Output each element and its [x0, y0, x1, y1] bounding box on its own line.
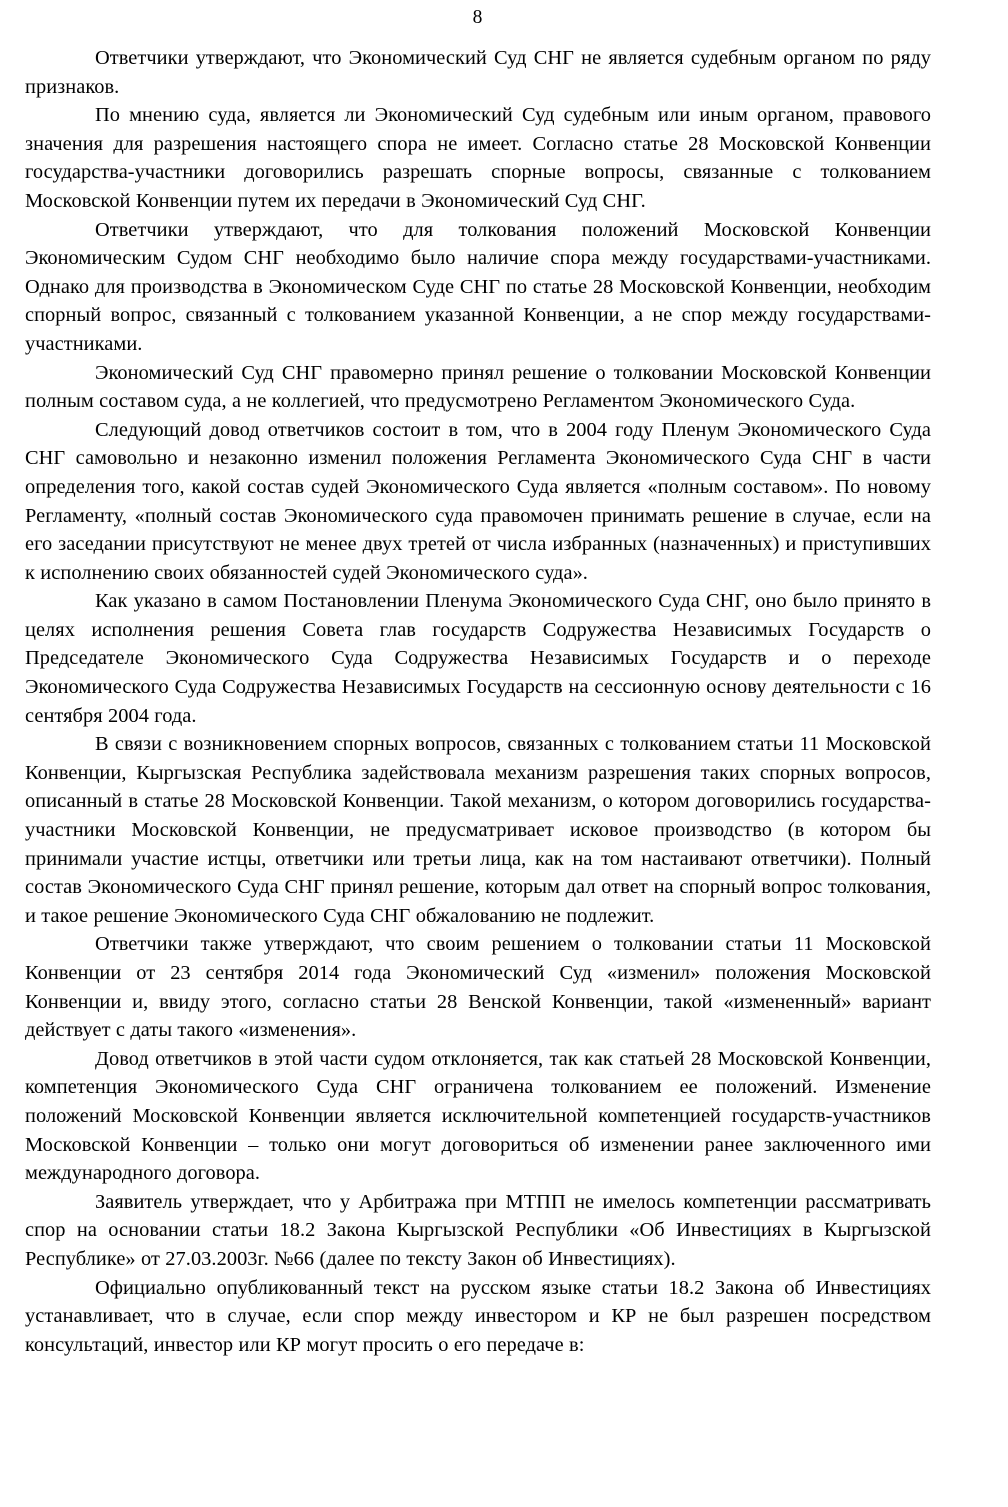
- paragraph: В связи с возникновением спорных вопросов, связанных с толкованием статьи 11 Московской Конвенции, Кыргызская Республика задействовала механизм разрешения таких спорных вопросов, описанный в статье 28 Московской Конвенции. Такой механизм, о котором договорились государства-участники Московской Конвенции, не предусматривает исковое производство (в котором бы принимали участие истцы, ответчики или третьи лица, как на том настаивают ответчики). Полный состав Экономического Суда СНГ принял решение, которым дал ответ на спорный вопрос толкования, и такое решение Экономического Суда СНГ обжалованию не подлежит.: [25, 733, 931, 927]
- page-number: 8: [472, 7, 483, 28]
- paragraph: По мнению суда, является ли Экономический Суд судебным или иным органом, правового значения для разрешения настоящего спора не имеет. Согласно статье 28 Московской Конвенции государства-участники договорились разрешать спорные вопросы, связанные с толкованием Московской Конвенции путем их передачи в Экономический Суд СНГ.: [25, 104, 931, 212]
- paragraph: Ответчики утверждают, что для толкования положений Московской Конвенции Экономическим Судом СНГ необходимо было наличие спора между государствами-участниками. Однако для производства в Экономическом Суде СНГ по статье 28 Московской Конвенции, необходим спорный вопрос, связанный с толкованием указанной Конвенции, а не спор между государствами-участниками.: [25, 218, 931, 355]
- paragraph: Экономический Суд СНГ правомерно принял решение о толковании Московской Конвенции полным составом суда, а не коллегией, что предусмотрено Регламентом Экономического Суда.: [25, 361, 931, 413]
- paragraph: Заявитель утверждает, что у Арбитража при МТПП не имелось компетенции рассматривать спор на основании статьи 18.2 Закона Кыргызской Республики «Об Инвестициях в Кыргызской Республике» от 27.03.2003г. №66 (далее по тексту Закон об Инвестициях).: [25, 1190, 931, 1270]
- paragraph: Следующий довод ответчиков состоит в том, что в 2004 году Пленум Экономического Суда СНГ самовольно и незаконно изменил положения Регламента Экономического Суда СНГ в части определения того, какой состав судей Экономического Суда является «полным составом». По новому Регламенту, «полный состав Экономического суда правомочен принимать решение в случае, если на его заседании присутствуют не менее двух третей от числа избранных (назначенных) и приступивших к исполнению своих обязанностей судей Экономического суда».: [25, 418, 931, 584]
- paragraph: Как указано в самом Постановлении Пленума Экономического Суда СНГ, оно было принято в целях исполнения решения Совета глав государств Содружества Независимых Государств о Председателе Экономического Суда Содружества Независимых Государств и о переходе Экономического Суда Содружества Независимых Государств на сессионную основу деятельности с 16 сентября 2004 года.: [25, 590, 931, 727]
- paragraph: Ответчики также утверждают, что своим решением о толковании статьи 11 Московской Конвенции от 23 сентября 2014 года Экономический Суд «изменил» положения Московской Конвенции и, ввиду этого, согласно статьи 28 Венской Конвенции, такой «измененный» вариант действует с даты такого «изменения».: [25, 933, 931, 1042]
- document-body: [25, 44, 931, 1359]
- paragraph: Официально опубликованный текст на русском языке статьи 18.2 Закона об Инвестициях устанавливает, что в случае, если спор между инвестором и КР не был разрешен посредством консультаций, инвестор или КР могут просить о его передаче в:: [25, 1276, 931, 1356]
- paragraph: Ответчики утверждают, что Экономический Суд СНГ не является судебным органом по ряду признаков.: [25, 47, 931, 98]
- paragraph: Довод ответчиков в этой части судом отклоняется, так как статьей 28 Московской Конвенции, компетенция Экономического Суда СНГ ограничена толкованием ее положений. Изменение положений Московской Конвенции является исключительной компетенцией государств-участников Московской Конвенции – только они могут договориться об изменении ранее заключенного ими международного договора.: [25, 1047, 931, 1185]
